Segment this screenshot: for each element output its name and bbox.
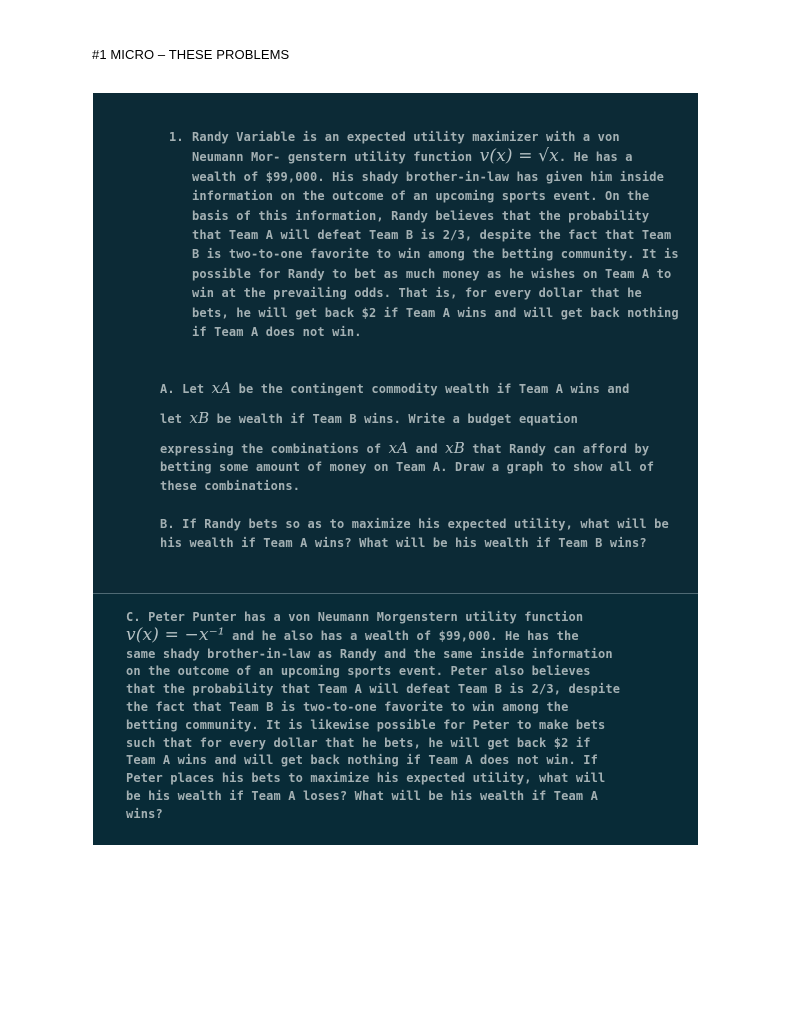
part-a-seg-5: expressing the combinations of bbox=[160, 442, 382, 456]
page-heading: #1 MICRO – THESE PROBLEMS bbox=[92, 47, 290, 62]
scanned-problem-image-bottom bbox=[93, 594, 698, 845]
problem-1-body: wealth of $99,000. His shady brother-in-law has given him inside information on the outcome of an upcoming sports event. On the basis of this information, Randy believes that the probability that Team A will defeat Team B is 2/3, despite the fact that Team B is two-to-one favorite to win among the betting community. It is possible for Randy to bet as much money as he wishes on Team A to win at the prevailing odds. That is, for every dollar that he bets, he will get back $2 if Team A wins and will get back nothing if Team A does not win. bbox=[192, 169, 679, 340]
problem-1 bbox=[169, 128, 684, 342]
math-xA-2: xA bbox=[388, 439, 409, 457]
math-xA: xA bbox=[211, 379, 232, 397]
part-a bbox=[160, 374, 685, 497]
problem-1-line-1: Randy Variable is an expected utility maximizer with a von bbox=[192, 130, 620, 144]
part-a-seg-3: let bbox=[160, 412, 183, 426]
part-b-text: B. If Randy bets so as to maximize his expected utility, what will be his wealth if Team A wins? What will be his wealth if Team B wins? bbox=[160, 517, 669, 551]
part-a-seg-1: A. Let bbox=[160, 382, 205, 396]
part-a-seg-8: betting some amount of money on Team A. Draw a graph to show all of these combinations. bbox=[160, 460, 655, 494]
utility-function-sqrt: v(x) = √x bbox=[479, 146, 559, 167]
math-xB-2: xB bbox=[445, 439, 465, 457]
part-a-seg-6: and bbox=[415, 442, 438, 456]
part-a-seg-2: be the contingent commodity wealth if Team A wins and bbox=[238, 382, 630, 396]
part-c-body: same shady brother-in-law as Randy and the same inside information on the outcome of an upcoming sports event. Peter also believes that the probability that Team A will defeat Team B is 2/3, despite the fact that Team B is two-to-one favorite to win among the betting community. It is likewise possible for Peter to make bets such that for every dollar that he bets, he will get back $2 if Team A wins and will get back nothing if Team A does not win. If Peter places his bets to maximize his expected utility, what will be his wealth if Team A loses? What will be his wealth if Team A wins? bbox=[126, 646, 621, 821]
problem-number: 1. bbox=[169, 130, 184, 144]
part-a-seg-4: be wealth if Team B wins. Write a budget equation bbox=[216, 412, 579, 426]
part-c bbox=[126, 609, 626, 824]
problem-1-line-2: Neumann Mor- genstern utility function bbox=[192, 150, 473, 165]
part-c-line-2-tail: and he also has a wealth of $99,000. He has the bbox=[232, 628, 579, 643]
scanned-problem-image-top bbox=[93, 93, 698, 593]
part-b bbox=[160, 515, 685, 554]
part-a-seg-7: that Randy can afford by bbox=[472, 442, 650, 456]
utility-function-inverse: v(x) = −x⁻¹ bbox=[126, 624, 225, 645]
part-c-line-1: C. Peter Punter has a von Neumann Morgenstern utility function bbox=[126, 610, 584, 624]
math-xB: xB bbox=[189, 409, 210, 427]
problem-1-line-2-tail: . He has a bbox=[558, 150, 633, 165]
